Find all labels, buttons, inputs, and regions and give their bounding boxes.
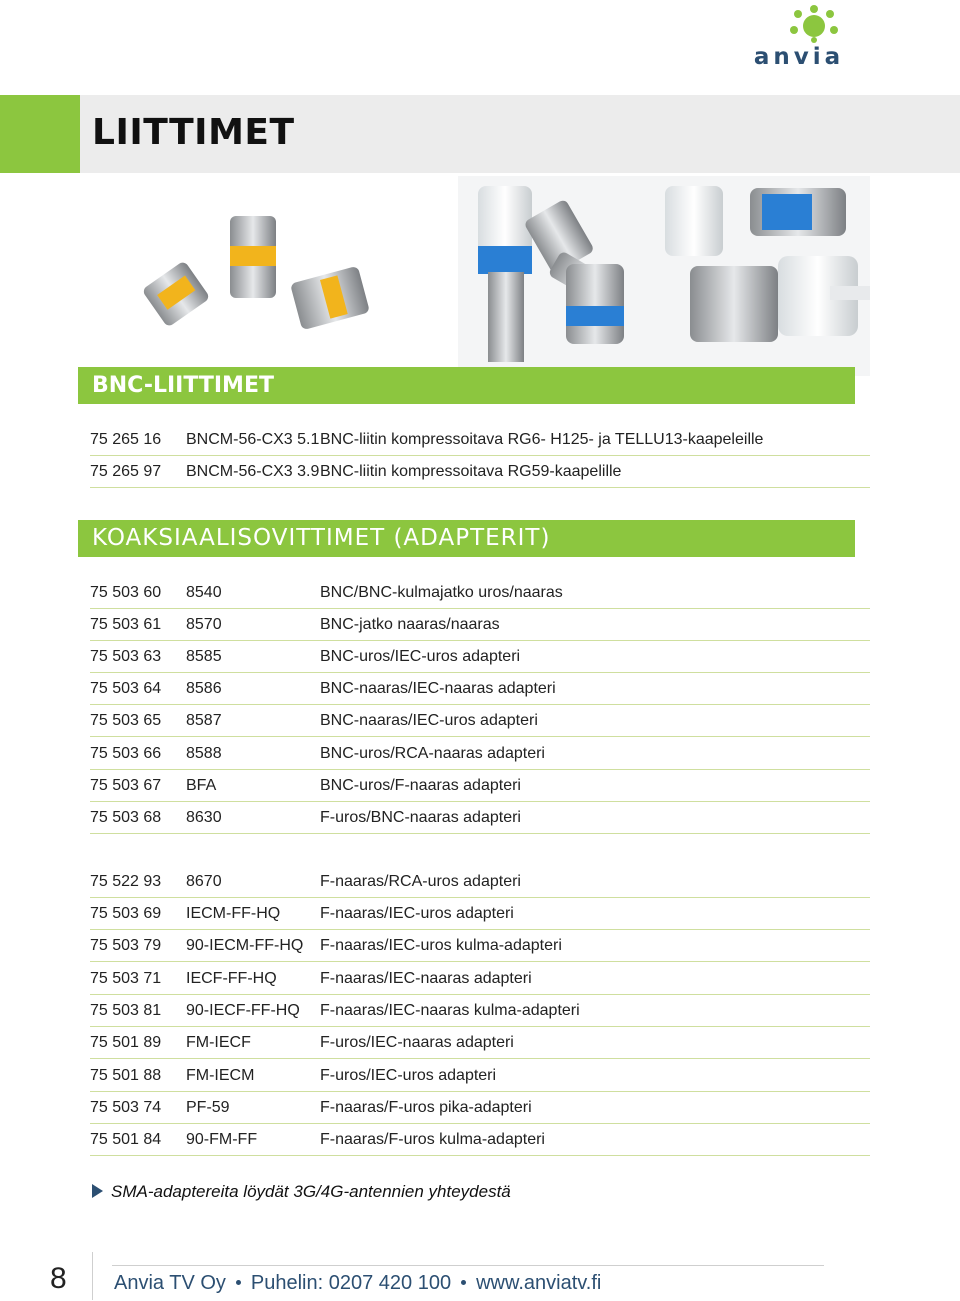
product-description: BNC/BNC-kulmajatko uros/naaras [320, 584, 563, 601]
table-row [90, 1060, 870, 1092]
product-description: F-naaras/F-uros pika-adapteri [320, 1099, 532, 1116]
product-model: FM-IECF [186, 1034, 251, 1051]
table-row [90, 995, 870, 1027]
table-row [90, 641, 870, 673]
bullet-icon [461, 1280, 466, 1285]
product-description: F-uros/IEC-uros adapteri [320, 1067, 497, 1084]
product-model: BNCM-56-CX3 3.9 [186, 463, 320, 480]
product-photo [80, 176, 870, 376]
footer-phone: Puhelin: 0207 420 100 [250, 1272, 452, 1294]
bnc-connector-image-2 [230, 216, 276, 298]
footer-web: www.anviatv.fi [476, 1272, 602, 1294]
bullet-icon [236, 1280, 241, 1285]
sma-note [92, 1182, 511, 1202]
table-row [90, 898, 870, 930]
compression-connector-image [566, 264, 624, 344]
product-model: 8630 [186, 809, 222, 826]
product-description: BNC-naaras/IEC-uros adapteri [320, 712, 538, 729]
product-description: F-uros/BNC-naaras adapteri [320, 809, 521, 826]
product-model: 8670 [186, 873, 222, 890]
product-description: F-naaras/IEC-uros kulma-adapteri [320, 937, 562, 954]
product-code: 75 522 93 [90, 873, 162, 890]
table-row [90, 673, 870, 705]
product-model: BFA [186, 777, 217, 794]
product-model: BNCM-56-CX3 5.1 [186, 431, 320, 448]
product-description: F-uros/IEC-naaras adapteri [320, 1034, 514, 1051]
arrow-right-icon [92, 1184, 103, 1198]
page-title: LIITTIMET [92, 112, 295, 153]
footer-contact [114, 1272, 601, 1295]
product-description: BNC-uros/RCA-naaras adapteri [320, 745, 545, 762]
product-model: 8586 [186, 680, 222, 697]
product-description: BNC-naaras/IEC-naaras adapteri [320, 680, 556, 697]
table-row [90, 770, 870, 802]
product-model: 90-FM-FF [186, 1131, 258, 1148]
product-code: 75 503 79 [90, 937, 162, 954]
product-description: BNC-liitin kompressoitava RG6- H125- ja TELLU13-kaapeleille [320, 431, 764, 448]
product-code: 75 503 63 [90, 648, 162, 665]
product-model: IECF-FF-HQ [186, 970, 277, 987]
product-code: 75 503 81 [90, 1002, 162, 1019]
anvia-logo [744, 4, 854, 68]
product-model: FM-IECM [186, 1067, 255, 1084]
product-code: 75 265 16 [90, 431, 162, 448]
table-row [90, 866, 870, 898]
product-code: 75 501 84 [90, 1131, 162, 1148]
title-accent [0, 95, 80, 173]
footer-company: Anvia TV Oy [114, 1272, 226, 1294]
product-description: F-naaras/RCA-uros adapteri [320, 873, 521, 890]
product-model: 90-IECM-FF-HQ [186, 937, 304, 954]
table-row [90, 802, 870, 834]
product-model: PF-59 [186, 1099, 230, 1116]
table-row [90, 738, 870, 770]
table-row [90, 577, 870, 609]
product-model: 8540 [186, 584, 222, 601]
section-title-adapters: KOAKSIAALISOVITTIMET (ADAPTERIT) [92, 525, 551, 551]
page-number: 8 [50, 1262, 67, 1295]
table-row [90, 1027, 870, 1059]
product-code: 75 503 65 [90, 712, 162, 729]
product-description: BNC-jatko naaras/naaras [320, 616, 500, 633]
product-model: 90-IECF-FF-HQ [186, 1002, 300, 1019]
product-code: 75 503 74 [90, 1099, 162, 1116]
table-row [90, 1092, 870, 1124]
product-model: 8585 [186, 648, 222, 665]
table-row [90, 963, 870, 995]
footer-divider [112, 1265, 824, 1266]
table-row [90, 1124, 870, 1156]
logo-wordmark: anvia [753, 44, 845, 70]
bnc-connector-image-1 [142, 260, 211, 328]
table-row [90, 930, 870, 962]
product-code: 75 503 60 [90, 584, 162, 601]
product-description: F-naaras/F-uros kulma-adapteri [320, 1131, 545, 1148]
product-model: 8587 [186, 712, 222, 729]
table-row [90, 456, 870, 488]
sma-note-text: SMA-adaptereita löydät 3G/4G-antennien yhteydestä [111, 1182, 511, 1201]
product-model: 8588 [186, 745, 222, 762]
bnc-connector-image-3 [290, 266, 370, 330]
product-code: 75 503 68 [90, 809, 162, 826]
product-code: 75 503 64 [90, 680, 162, 697]
product-description: BNC-liitin kompressoitava RG59-kaapelille [320, 463, 622, 480]
product-description: BNC-uros/F-naaras adapteri [320, 777, 521, 794]
table-row [90, 424, 870, 456]
table-row [90, 705, 870, 737]
logo-mark-icon [778, 4, 848, 44]
product-code: 75 501 89 [90, 1034, 162, 1051]
product-description: F-naaras/IEC-naaras adapteri [320, 970, 532, 987]
product-description: F-naaras/IEC-uros adapteri [320, 905, 514, 922]
product-code: 75 503 69 [90, 905, 162, 922]
table-row [90, 609, 870, 641]
footer-vertical-divider [92, 1252, 93, 1300]
product-description: BNC-uros/IEC-uros adapteri [320, 648, 521, 665]
product-code: 75 503 67 [90, 777, 162, 794]
product-model: 8570 [186, 616, 222, 633]
product-code: 75 503 71 [90, 970, 162, 987]
product-code: 75 503 61 [90, 616, 162, 633]
product-model: IECM-FF-HQ [186, 905, 281, 922]
product-code: 75 501 88 [90, 1067, 162, 1084]
product-code: 75 503 66 [90, 745, 162, 762]
product-code: 75 265 97 [90, 463, 162, 480]
product-description: F-naaras/IEC-naaras kulma-adapteri [320, 1002, 580, 1019]
section-title-bnc: BNC-LIITTIMET [92, 373, 274, 398]
